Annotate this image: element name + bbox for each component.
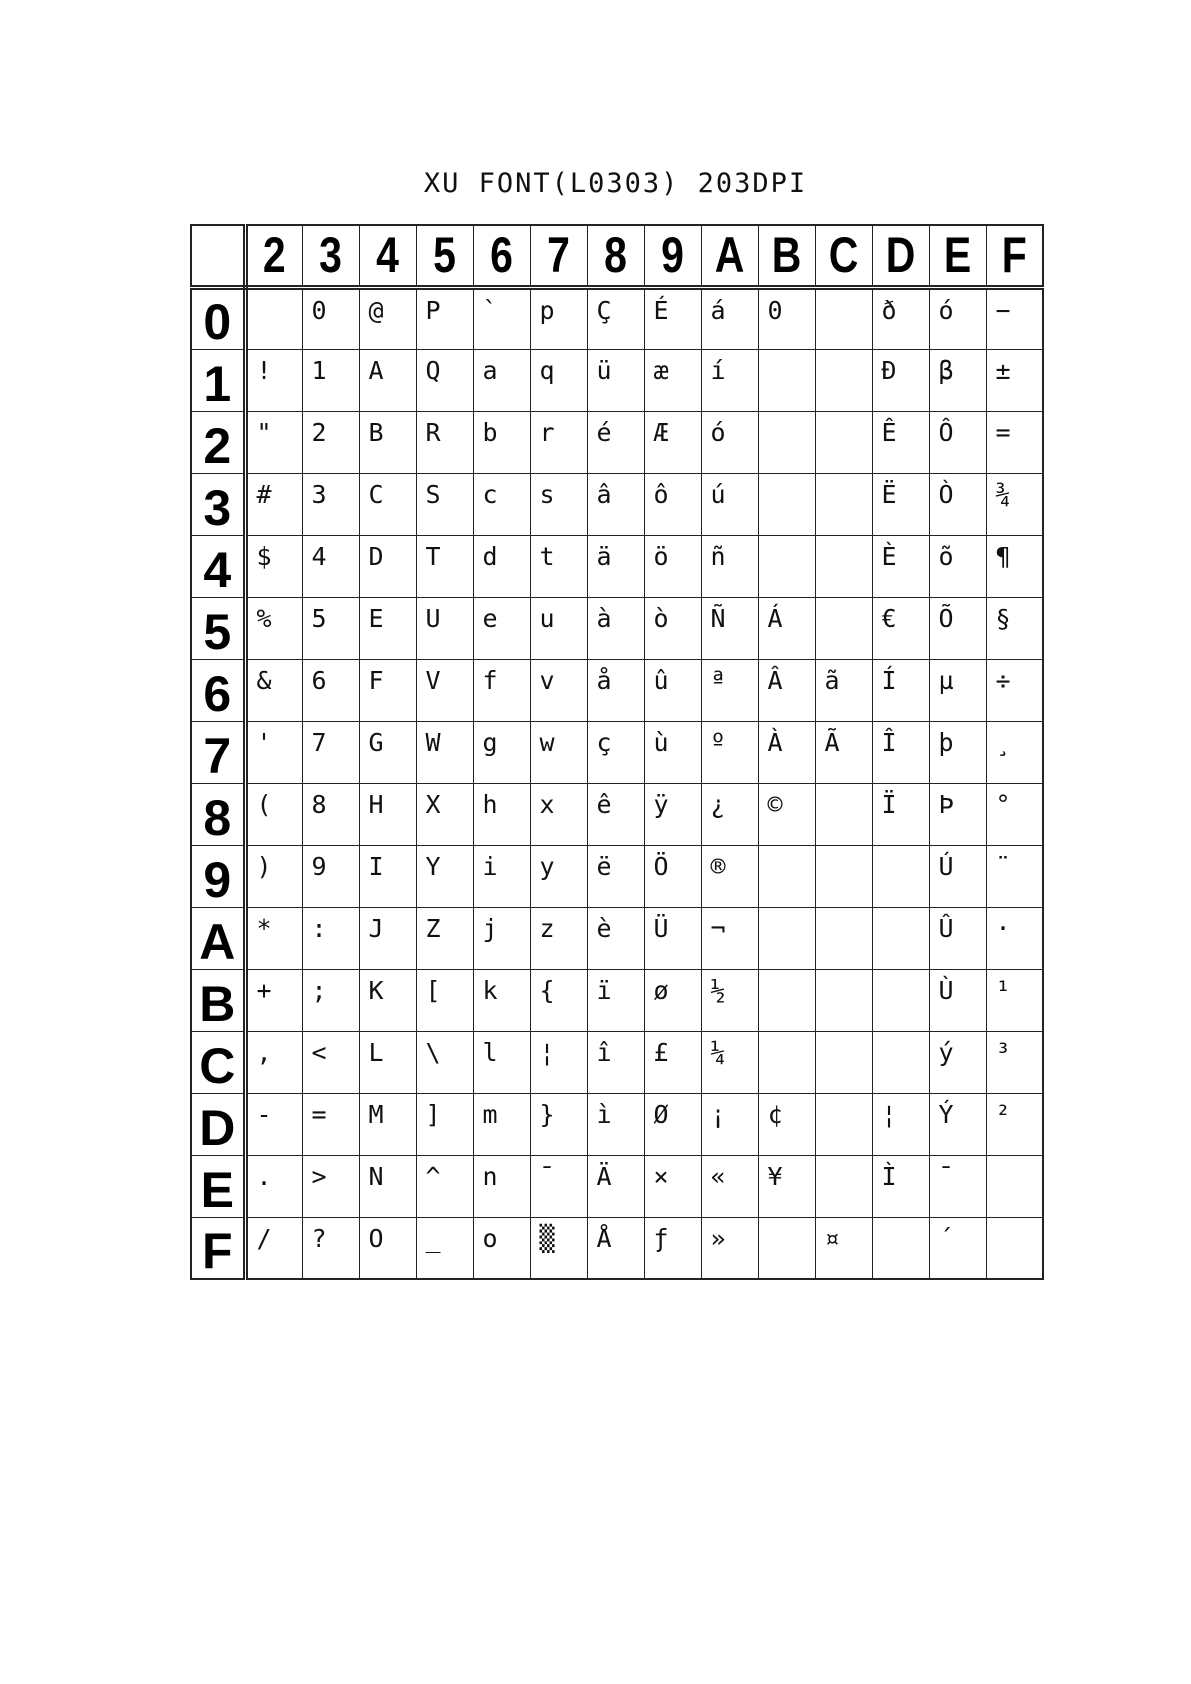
glyph-cell-d2: Ê [872,411,929,473]
glyph-cell-cb [815,969,872,1031]
glyph-cell-3a: : [302,907,359,969]
glyph-cell-bb [758,969,815,1031]
glyph-cell-5c: \ [416,1031,473,1093]
glyph-cell-3f: ? [302,1217,359,1279]
glyph-cell-f5: § [986,597,1043,659]
glyph-cell-a9: ® [701,845,758,907]
glyph-cell-d0: ð [872,287,929,349]
row-header-1: 1 [191,349,245,411]
glyph-cell-94: ö [644,535,701,597]
glyph-cell-4e: N [359,1155,416,1217]
glyph-cell-f8: ° [986,783,1043,845]
glyph-cell-49: I [359,845,416,907]
glyph-cell-aa: ¬ [701,907,758,969]
glyph-cell-d1: Ð [872,349,929,411]
glyph-cell-60: ` [473,287,530,349]
table-body [191,287,1043,1279]
glyph-cell-d8: Ï [872,783,929,845]
glyph-cell-ea: Û [929,907,986,969]
glyph-cell-6f: o [473,1217,530,1279]
glyph-cell-82: é [587,411,644,473]
glyph-cell-9f: ƒ [644,1217,701,1279]
table-row-e [191,1155,1043,1217]
glyph-cell-21: ! [245,349,302,411]
glyph-cell-83: â [587,473,644,535]
glyph-cell-d7: Î [872,721,929,783]
glyph-cell-a0: á [701,287,758,349]
column-header-6: 6 [478,225,525,287]
glyph-cell-99: Ö [644,845,701,907]
glyph-cell-e5: Õ [929,597,986,659]
row-header-3: 3 [191,473,245,535]
glyph-cell-b4 [758,535,815,597]
glyph-cell-5a: Z [416,907,473,969]
glyph-cell-cc [815,1031,872,1093]
row-header-e: E [191,1155,245,1217]
row-header-f: F [191,1217,245,1279]
glyph-cell-48: H [359,783,416,845]
glyph-cell-be: ¥ [758,1155,815,1217]
glyph-cell-33: 3 [302,473,359,535]
column-header-f: F [991,225,1038,287]
glyph-cell-4d: M [359,1093,416,1155]
glyph-cell-c7: Ã [815,721,872,783]
glyph-cell-3c: < [302,1031,359,1093]
glyph-cell-2f: / [245,1217,302,1279]
glyph-cell-26: & [245,659,302,721]
glyph-cell-62: b [473,411,530,473]
glyph-cell-69: i [473,845,530,907]
table-row-7 [191,721,1043,783]
glyph-cell-b3 [758,473,815,535]
glyph-cell-fa: · [986,907,1043,969]
glyph-cell-f0: − [986,287,1043,349]
glyph-cell-5b: [ [416,969,473,1031]
row-header-c: C [191,1031,245,1093]
table-row-a [191,907,1043,969]
column-header-5: 5 [421,225,468,287]
glyph-cell-ac: ¼ [701,1031,758,1093]
row-header-6: 6 [191,659,245,721]
glyph-cell-c5 [815,597,872,659]
table-row-6 [191,659,1043,721]
glyph-cell-4b: K [359,969,416,1031]
glyph-cell-7c: ¦ [530,1031,587,1093]
glyph-cell-f3: ¾ [986,473,1043,535]
glyph-cell-42: B [359,411,416,473]
glyph-cell-ba [758,907,815,969]
glyph-cell-d6: Í [872,659,929,721]
glyph-cell-56: V [416,659,473,721]
glyph-cell-70: p [530,287,587,349]
column-header-d: D [877,225,924,287]
glyph-cell-f7: ¸ [986,721,1043,783]
glyph-cell-30: 0 [302,287,359,349]
glyph-cell-41: A [359,349,416,411]
glyph-cell-40: @ [359,287,416,349]
glyph-cell-a8: ¿ [701,783,758,845]
row-header-d: D [191,1093,245,1155]
glyph-cell-87: ç [587,721,644,783]
glyph-cell-8e: Ä [587,1155,644,1217]
glyph-cell-4c: L [359,1031,416,1093]
glyph-cell-fc: ³ [986,1031,1043,1093]
glyph-cell-63: c [473,473,530,535]
glyph-cell-80: Ç [587,287,644,349]
glyph-cell-22: " [245,411,302,473]
glyph-cell-43: C [359,473,416,535]
glyph-cell-b8: © [758,783,815,845]
table-row-c [191,1031,1043,1093]
glyph-cell-5d: ] [416,1093,473,1155]
glyph-cell-b7: À [758,721,815,783]
glyph-cell-ab: ½ [701,969,758,1031]
glyph-cell-c6: ã [815,659,872,721]
glyph-cell-95: ò [644,597,701,659]
glyph-cell-4f: O [359,1217,416,1279]
glyph-cell-78: x [530,783,587,845]
glyph-cell-bc [758,1031,815,1093]
glyph-cell-d4: È [872,535,929,597]
glyph-cell-71: q [530,349,587,411]
glyph-cell-67: g [473,721,530,783]
glyph-cell-25: % [245,597,302,659]
glyph-cell-b2 [758,411,815,473]
glyph-cell-35: 5 [302,597,359,659]
glyph-cell-ef: ´ [929,1217,986,1279]
corner-cell [191,225,245,287]
page-title: XU FONT(L0303) 203DPI [423,168,808,199]
glyph-cell-24: $ [245,535,302,597]
glyph-cell-db [872,969,929,1031]
table-row-4 [191,535,1043,597]
glyph-cell-53: S [416,473,473,535]
glyph-cell-e7: þ [929,721,986,783]
glyph-cell-57: W [416,721,473,783]
table-row-8 [191,783,1043,845]
glyph-cell-c8 [815,783,872,845]
column-header-8: 8 [592,225,639,287]
glyph-cell-e3: Ò [929,473,986,535]
table-row-2 [191,411,1043,473]
glyph-cell-dd: ¦ [872,1093,929,1155]
row-header-8: 8 [191,783,245,845]
glyph-cell-75: u [530,597,587,659]
glyph-cell-9e: × [644,1155,701,1217]
glyph-cell-86: å [587,659,644,721]
glyph-cell-cd [815,1093,872,1155]
glyph-cell-81: ü [587,349,644,411]
glyph-cell-c2 [815,411,872,473]
glyph-cell-2e: . [245,1155,302,1217]
glyph-cell-31: 1 [302,349,359,411]
glyph-cell-96: û [644,659,701,721]
glyph-cell-f2: = [986,411,1043,473]
glyph-cell-28: ( [245,783,302,845]
row-header-a: A [191,907,245,969]
glyph-cell-a1: í [701,349,758,411]
glyph-cell-c0 [815,287,872,349]
glyph-cell-27: ' [245,721,302,783]
column-header-9: 9 [649,225,696,287]
glyph-cell-e2: Ô [929,411,986,473]
glyph-cell-c4 [815,535,872,597]
table-row-f [191,1217,1043,1279]
glyph-cell-ec: ý [929,1031,986,1093]
glyph-cell-a3: ú [701,473,758,535]
glyph-cell-9d: Ø [644,1093,701,1155]
glyph-cell-b1 [758,349,815,411]
glyph-cell-39: 9 [302,845,359,907]
glyph-cell-55: U [416,597,473,659]
glyph-cell-52: R [416,411,473,473]
glyph-cell-59: Y [416,845,473,907]
glyph-cell-b5: Á [758,597,815,659]
glyph-cell-6b: k [473,969,530,1031]
glyph-cell-a2: ó [701,411,758,473]
column-header-a: A [706,225,753,287]
glyph-cell-54: T [416,535,473,597]
glyph-cell-29: ) [245,845,302,907]
glyph-cell-6a: j [473,907,530,969]
character-table [190,224,1044,1280]
column-header-4: 4 [364,225,411,287]
glyph-cell-2b: + [245,969,302,1031]
glyph-cell-38: 8 [302,783,359,845]
column-header-e: E [934,225,981,287]
table-row-5 [191,597,1043,659]
row-header-7: 7 [191,721,245,783]
glyph-cell-92: Æ [644,411,701,473]
glyph-cell-fb: ¹ [986,969,1043,1031]
glyph-cell-e6: µ [929,659,986,721]
glyph-cell-a6: ª [701,659,758,721]
glyph-cell-3d: = [302,1093,359,1155]
glyph-cell-9b: ø [644,969,701,1031]
glyph-cell-66: f [473,659,530,721]
glyph-cell-e1: β [929,349,986,411]
glyph-cell-45: E [359,597,416,659]
glyph-cell-fe [986,1155,1043,1217]
glyph-cell-58: X [416,783,473,845]
column-header-3: 3 [307,225,354,287]
glyph-cell-2d: - [245,1093,302,1155]
glyph-cell-37: 7 [302,721,359,783]
glyph-cell-64: d [473,535,530,597]
glyph-cell-e0: ó [929,287,986,349]
glyph-cell-36: 6 [302,659,359,721]
glyph-cell-8a: è [587,907,644,969]
glyph-cell-84: ä [587,535,644,597]
glyph-cell-c1 [815,349,872,411]
glyph-cell-90: É [644,287,701,349]
glyph-cell-da [872,907,929,969]
glyph-cell-91: æ [644,349,701,411]
glyph-cell-fd: ² [986,1093,1043,1155]
row-header-b: B [191,969,245,1031]
glyph-cell-32: 2 [302,411,359,473]
column-header-2: 2 [250,225,297,287]
column-header-b: B [763,225,810,287]
table-row-0 [191,287,1043,349]
glyph-cell-f4: ¶ [986,535,1043,597]
glyph-cell-8f: Å [587,1217,644,1279]
table-row-d [191,1093,1043,1155]
table-row-9 [191,845,1043,907]
glyph-cell-51: Q [416,349,473,411]
glyph-cell-68: h [473,783,530,845]
glyph-cell-77: w [530,721,587,783]
glyph-cell-3b: ; [302,969,359,1031]
glyph-cell-2a: * [245,907,302,969]
column-header-c: C [820,225,867,287]
glyph-cell-9a: Ü [644,907,701,969]
table-row-b [191,969,1043,1031]
glyph-cell-d3: Ë [872,473,929,535]
glyph-cell-8b: ï [587,969,644,1031]
glyph-cell-4a: J [359,907,416,969]
glyph-cell-76: v [530,659,587,721]
glyph-cell-74: t [530,535,587,597]
glyph-cell-5e: ^ [416,1155,473,1217]
glyph-cell-65: e [473,597,530,659]
table-row-1 [191,349,1043,411]
glyph-cell-7a: z [530,907,587,969]
glyph-cell-6d: m [473,1093,530,1155]
column-header-row [191,225,1043,287]
glyph-cell-d5: € [872,597,929,659]
glyph-cell-79: y [530,845,587,907]
glyph-cell-7e: ¯ [530,1155,587,1217]
glyph-cell-8d: ì [587,1093,644,1155]
glyph-cell-2c: , [245,1031,302,1093]
glyph-cell-88: ê [587,783,644,845]
glyph-cell-ce [815,1155,872,1217]
glyph-cell-eb: Ù [929,969,986,1031]
glyph-cell-f1: ± [986,349,1043,411]
glyph-cell-b9 [758,845,815,907]
glyph-cell-dc [872,1031,929,1093]
glyph-cell-6e: n [473,1155,530,1217]
glyph-cell-bd: ¢ [758,1093,815,1155]
row-header-2: 2 [191,411,245,473]
glyph-cell-b6: Â [758,659,815,721]
glyph-cell-ae: « [701,1155,758,1217]
glyph-cell-34: 4 [302,535,359,597]
glyph-cell-20 [245,287,302,349]
glyph-cell-93: ô [644,473,701,535]
glyph-cell-8c: î [587,1031,644,1093]
glyph-cell-ed: Ý [929,1093,986,1155]
glyph-cell-7f: ▒ [530,1217,587,1279]
character-table-container [190,224,1044,1280]
glyph-cell-50: P [416,287,473,349]
glyph-cell-e8: Þ [929,783,986,845]
glyph-cell-de: Ì [872,1155,929,1217]
glyph-cell-ad: ¡ [701,1093,758,1155]
glyph-cell-7b: { [530,969,587,1031]
glyph-cell-d9 [872,845,929,907]
glyph-cell-73: s [530,473,587,535]
glyph-cell-61: a [473,349,530,411]
glyph-cell-a5: Ñ [701,597,758,659]
glyph-cell-46: F [359,659,416,721]
glyph-cell-89: ë [587,845,644,907]
column-header-7: 7 [535,225,582,287]
glyph-cell-e4: õ [929,535,986,597]
glyph-cell-72: r [530,411,587,473]
glyph-cell-ff [986,1217,1043,1279]
glyph-cell-23: # [245,473,302,535]
glyph-cell-3e: > [302,1155,359,1217]
row-header-4: 4 [191,535,245,597]
glyph-cell-7d: } [530,1093,587,1155]
row-header-9: 9 [191,845,245,907]
glyph-cell-98: ÿ [644,783,701,845]
glyph-cell-bf [758,1217,815,1279]
glyph-cell-5f: _ [416,1217,473,1279]
glyph-cell-ee: ¯ [929,1155,986,1217]
glyph-cell-97: ù [644,721,701,783]
glyph-cell-47: G [359,721,416,783]
glyph-cell-df [872,1217,929,1279]
glyph-cell-ca [815,907,872,969]
glyph-cell-cf: ¤ [815,1217,872,1279]
glyph-cell-a7: º [701,721,758,783]
glyph-cell-e9: Ú [929,845,986,907]
glyph-cell-44: D [359,535,416,597]
table-row-3 [191,473,1043,535]
glyph-cell-6c: l [473,1031,530,1093]
row-header-0: 0 [191,287,245,349]
glyph-cell-c9 [815,845,872,907]
glyph-cell-a4: ñ [701,535,758,597]
glyph-cell-c3 [815,473,872,535]
glyph-cell-f6: ÷ [986,659,1043,721]
glyph-cell-9c: £ [644,1031,701,1093]
row-header-5: 5 [191,597,245,659]
glyph-cell-85: à [587,597,644,659]
glyph-cell-b0: 0 [758,287,815,349]
glyph-cell-f9: ¨ [986,845,1043,907]
glyph-cell-af: » [701,1217,758,1279]
